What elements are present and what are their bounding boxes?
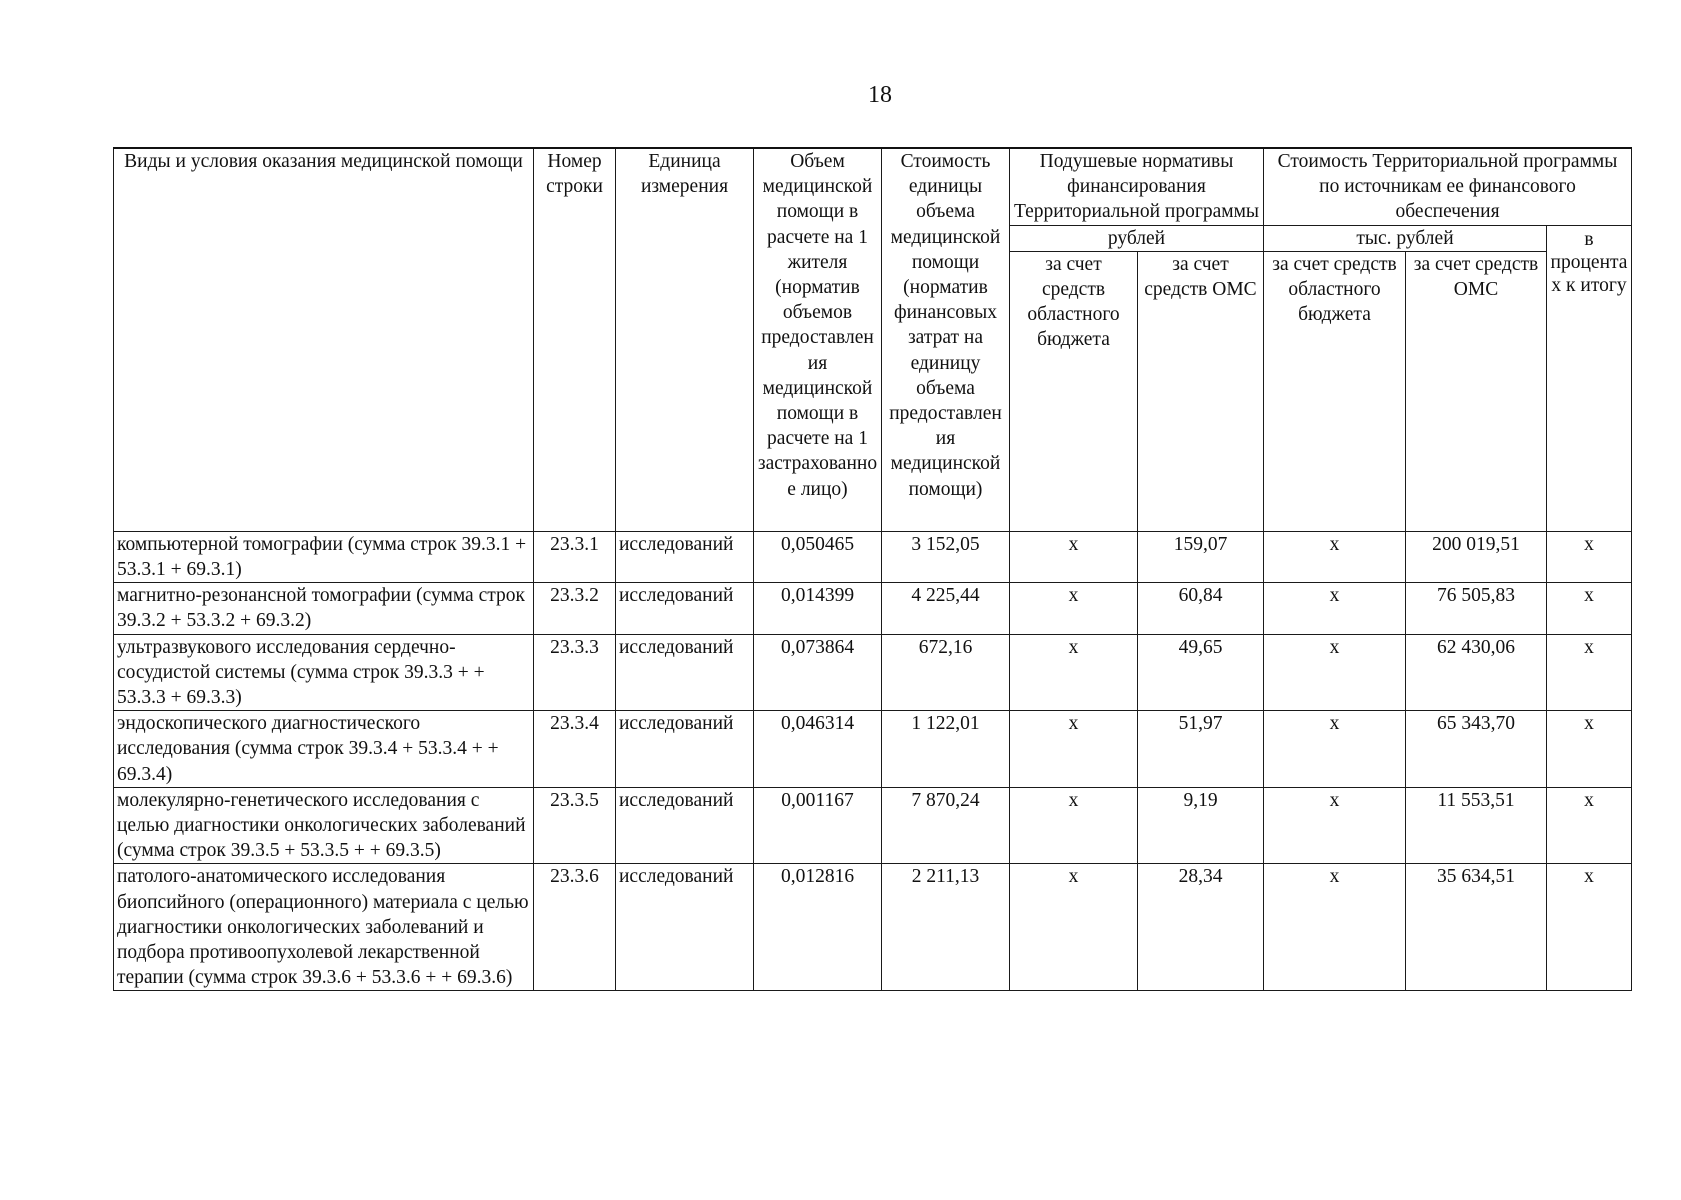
table-row	[114, 787, 1632, 864]
row-cost: 1 122,01	[882, 711, 1010, 788]
row-per-capita-oms: 60,84	[1138, 583, 1264, 634]
header-unit: Единица измерения	[616, 148, 754, 531]
row-percent: х	[1547, 583, 1632, 634]
row-unit: исследований	[616, 583, 754, 634]
row-name: эндоскопического диагностического исследования (сумма строк 39.3.4 + 53.3.4 + + 69.3.4)	[114, 711, 534, 788]
row-total-budget: х	[1264, 711, 1406, 788]
header-cost: Стоимость единицы объема медицинской помощи (норматив финансовых затрат на единицу объема предоставления медицинской помощи)	[882, 148, 1010, 531]
header-per-capita-group: Подушевые нормативы финансирования Территориальной программы	[1010, 148, 1264, 225]
row-per-capita-oms: 159,07	[1138, 531, 1264, 582]
row-number: 23.3.2	[534, 583, 616, 634]
table-row	[114, 711, 1632, 788]
row-name: ультразвукового исследования сердечно-сосудистой системы (сумма строк 39.3.3 + + 53.3.3 + 69.3.3)	[114, 634, 534, 711]
row-per-capita-budget: х	[1010, 531, 1138, 582]
row-number: 23.3.1	[534, 531, 616, 582]
header-row-1	[114, 148, 1632, 225]
row-volume: 0,014399	[754, 583, 882, 634]
row-per-capita-oms: 51,97	[1138, 711, 1264, 788]
row-number: 23.3.4	[534, 711, 616, 788]
row-percent: х	[1547, 634, 1632, 711]
row-volume: 0,012816	[754, 864, 882, 991]
row-total-budget: х	[1264, 864, 1406, 991]
row-name: молекулярно-генетического исследования с целью диагностики онкологических заболеваний (сумма строк 39.3.5 + 53.3.5 + + 69.3.5)	[114, 787, 534, 864]
row-cost: 672,16	[882, 634, 1010, 711]
header-kind: Виды и условия оказания медицинской помощи	[114, 148, 534, 531]
row-total-oms: 65 343,70	[1406, 711, 1547, 788]
header-per-capita-budget: за счет средств областного бюджета	[1010, 251, 1138, 531]
row-cost: 4 225,44	[882, 583, 1010, 634]
header-total-oms: за счет средств ОМС	[1406, 251, 1547, 531]
row-cost: 7 870,24	[882, 787, 1010, 864]
row-per-capita-budget: х	[1010, 583, 1138, 634]
row-number: 23.3.3	[534, 634, 616, 711]
row-percent: х	[1547, 864, 1632, 991]
row-volume: 0,073864	[754, 634, 882, 711]
row-per-capita-oms: 49,65	[1138, 634, 1264, 711]
header-per-capita-unit: рублей	[1010, 225, 1264, 251]
row-total-budget: х	[1264, 583, 1406, 634]
medical-care-table	[113, 147, 1632, 991]
header-territorial-cost-group: Стоимость Территориальной программы по источникам ее финансового обеспечения	[1264, 148, 1632, 225]
row-unit: исследований	[616, 864, 754, 991]
header-percent: в процентах к итогу	[1547, 225, 1632, 531]
row-unit: исследований	[616, 634, 754, 711]
row-per-capita-budget: х	[1010, 787, 1138, 864]
row-total-oms: 200 019,51	[1406, 531, 1547, 582]
row-percent: х	[1547, 531, 1632, 582]
row-total-budget: х	[1264, 531, 1406, 582]
table-row	[114, 634, 1632, 711]
row-percent: х	[1547, 787, 1632, 864]
row-unit: исследований	[616, 787, 754, 864]
row-per-capita-oms: 9,19	[1138, 787, 1264, 864]
row-name: магнитно-резонансной томографии (сумма строк 39.3.2 + 53.3.2 + 69.3.2)	[114, 583, 534, 634]
table-row	[114, 531, 1632, 582]
row-volume: 0,050465	[754, 531, 882, 582]
table-row	[114, 583, 1632, 634]
header-volume: Объем медицинской помощи в расчете на 1 жителя (норматив объемов предоставления медицинской помощи в расчете на 1 застрахованное лицо)	[754, 148, 882, 531]
row-per-capita-budget: х	[1010, 711, 1138, 788]
header-total-budget: за счет средств областного бюджета	[1264, 251, 1406, 531]
row-number: 23.3.6	[534, 864, 616, 991]
header-per-capita-oms: за счет средств ОМС	[1138, 251, 1264, 531]
table-row	[114, 864, 1632, 991]
header-territorial-cost-unit: тыс. рублей	[1264, 225, 1547, 251]
row-unit: исследований	[616, 711, 754, 788]
row-volume: 0,046314	[754, 711, 882, 788]
row-total-oms: 35 634,51	[1406, 864, 1547, 991]
row-name: компьютерной томографии (сумма строк 39.3.1 + 53.3.1 + 69.3.1)	[114, 531, 534, 582]
row-number: 23.3.5	[534, 787, 616, 864]
row-per-capita-oms: 28,34	[1138, 864, 1264, 991]
row-per-capita-budget: х	[1010, 864, 1138, 991]
row-total-oms: 62 430,06	[1406, 634, 1547, 711]
page-number: 18	[868, 82, 892, 108]
row-total-oms: 11 553,51	[1406, 787, 1547, 864]
row-total-budget: х	[1264, 634, 1406, 711]
row-unit: исследований	[616, 531, 754, 582]
row-per-capita-budget: х	[1010, 634, 1138, 711]
row-percent: х	[1547, 711, 1632, 788]
row-cost: 3 152,05	[882, 531, 1010, 582]
header-row-number: Номер строки	[534, 148, 616, 531]
row-name: патолого-анатомического исследования биопсийного (операционного) материала с целью диагностики онкологических заболеваний и подбора противоопухолевой лекарственной терапии (сумма строк 39.3.6 + 53.3.6 + + 69.3.6)	[114, 864, 534, 991]
row-cost: 2 211,13	[882, 864, 1010, 991]
row-total-budget: х	[1264, 787, 1406, 864]
row-volume: 0,001167	[754, 787, 882, 864]
row-total-oms: 76 505,83	[1406, 583, 1547, 634]
